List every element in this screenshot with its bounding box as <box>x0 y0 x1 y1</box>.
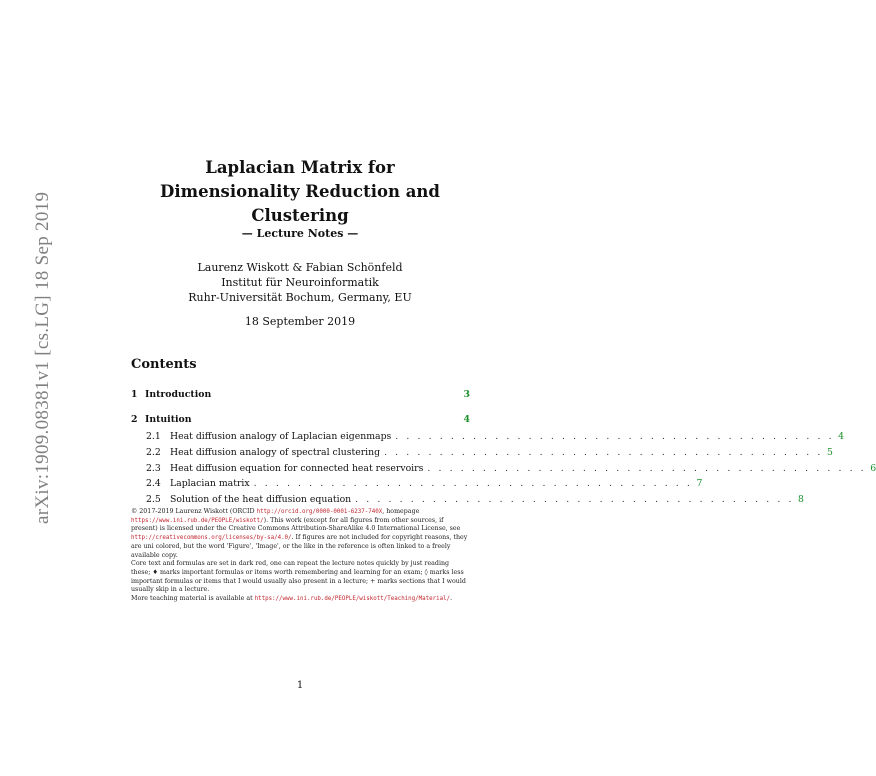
footnote-text: ). This work (except for all figures from other sources, if present) is licensed under the Creative Commons Attribution-ShareAlike 4.0 International License, see <box>131 516 461 533</box>
toc-number: 1 <box>131 389 138 400</box>
arxiv-id: arXiv:1909.08381v1 [cs.LG] 18 Sep 2019 <box>32 191 53 524</box>
toc-entry-2-3[interactable] <box>146 463 876 474</box>
toc-label: Laplacian matrix <box>170 478 250 489</box>
toc-number: 2.2 <box>146 447 161 458</box>
toc-page-link[interactable]: 4 <box>838 431 845 442</box>
homepage-link[interactable]: https://www.ini.rub.de/PEOPLE/wiskott/ <box>131 517 264 524</box>
toc-entry-2-1[interactable] <box>146 431 845 442</box>
university: Ruhr-Universität Bochum, Germany, EU <box>188 291 412 304</box>
footnote-text: . If figures are not included for copyright reasons, they are uni colored, but the word 'Figure', 'Image', or the like in the reference is often linked to a freely available copy. <box>131 534 468 559</box>
toc-entry-2-5[interactable] <box>146 494 804 505</box>
toc-entry-2-2[interactable] <box>146 447 833 458</box>
subtitle: — Lecture Notes — <box>241 227 359 240</box>
toc-page-link[interactable]: 3 <box>463 389 470 400</box>
authors: Laurenz Wiskott & Fabian Schönfeld <box>197 261 403 274</box>
toc-leader: . . . . . . . . . . . . . . . . . . . . . . . . . . . . . . . . . . . . . . . . <box>384 447 823 458</box>
title-line-2: Dimensionality Reduction and <box>160 182 440 201</box>
toc-number: 2 <box>131 414 138 425</box>
toc-label: Intuition <box>145 414 192 425</box>
toc-page-link[interactable]: 6 <box>870 463 876 474</box>
footnote-text: , homepage <box>382 508 420 515</box>
toc-leader: . . . . . . . . . . . . . . . . . . . . . . . . . . . . . . . . . . . . . . . . <box>253 478 693 489</box>
toc-label: Introduction <box>145 389 212 400</box>
toc-entry-2-4[interactable] <box>146 478 703 489</box>
page-number: 1 <box>296 680 304 691</box>
footnote-text: . <box>450 595 453 603</box>
toc-entry-2[interactable] <box>131 414 470 425</box>
paper-title <box>100 156 500 228</box>
toc-leader: . . . . . . . . . . . . . . . . . . . . . . . . . . . . . . . . . . . . . . . . <box>427 463 867 474</box>
toc-page-link[interactable]: 5 <box>826 447 833 458</box>
institute: Institut für Neuroinformatik <box>221 276 379 289</box>
title-line-3: Clustering <box>251 206 349 225</box>
toc-page-link[interactable]: 7 <box>696 478 703 489</box>
toc-number: 2.4 <box>146 478 161 489</box>
footnote-teaching <box>131 595 470 604</box>
title-footnote <box>131 508 470 604</box>
orcid-link[interactable]: http://orcid.org/0000-0001-6237-740X <box>256 509 383 515</box>
author-block <box>100 260 500 305</box>
toc-label: Heat diffusion equation for connected heat reservoirs <box>170 463 424 474</box>
toc-number: 2.1 <box>146 431 161 442</box>
toc-page-link[interactable]: 4 <box>463 414 470 425</box>
footnote-text: More teaching material is available at <box>131 595 255 603</box>
toc-label: Solution of the heat diffusion equation <box>170 494 352 505</box>
footnote-notation: Core text and formulas are set in dark red, one can repeat the lecture notes quickly by just reading these; ♦ marks important formulas or items worth remembering and learning for an exam; ◊ marks less important formulas or items that I would usually also present in a lecture; + marks sections that I would usually skip in a lecture. <box>131 560 466 594</box>
footnote-text: © 2017-2019 Laurenz Wiskott (ORCID <box>131 508 257 515</box>
paper-date: 18 September 2019 <box>244 315 356 328</box>
toc-label: Heat diffusion analogy of spectral clustering <box>170 447 381 458</box>
title-line-1: Laplacian Matrix for <box>205 158 395 177</box>
toc-page-link[interactable]: 8 <box>798 494 804 505</box>
contents-heading: Contents <box>131 357 197 372</box>
toc-label: Heat diffusion analogy of Laplacian eigenmaps <box>170 431 392 442</box>
toc-leader: . . . . . . . . . . . . . . . . . . . . . . . . . . . . . . . . . . . . . . . . <box>395 431 835 442</box>
toc-leader: . . . . . . . . . . . . . . . . . . . . . . . . . . . . . . . . . . . . . . . . <box>355 494 795 505</box>
toc-number: 2.3 <box>146 463 161 474</box>
toc-number: 2.5 <box>146 494 161 505</box>
teaching-material-link[interactable]: https://www.ini.rub.de/PEOPLE/wiskott/Teaching/Material/ <box>254 596 451 603</box>
footnote-license <box>131 508 470 560</box>
toc-entry-1[interactable] <box>131 389 470 400</box>
license-link[interactable]: http://creativecommons.org/licenses/by-sa/4.0/ <box>131 535 292 542</box>
